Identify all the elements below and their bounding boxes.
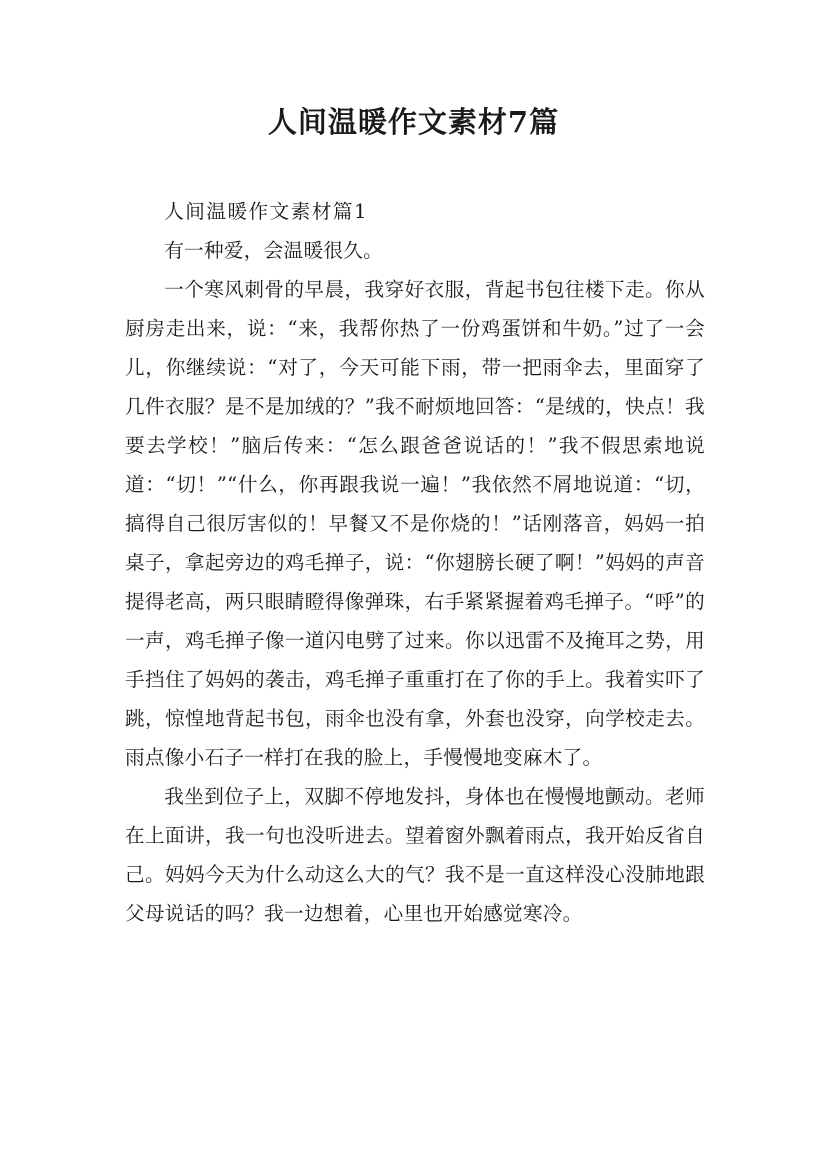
paragraph: 有一种爱，会温暖很久。 [164, 239, 384, 262]
document-title: 人间温暖作文素材7篇 [267, 105, 560, 139]
document-body [125, 192, 705, 933]
paragraph: 一个寒风刺骨的早晨，我穿好衣服，背起书包往楼下走。你从厨房走出来，说：“来，我帮你热了一份鸡蛋饼和牛奶。”过了一会儿，你继续说：“对了，今天可能下雨，带一把雨伞去，里面穿了几件衣服？是不是加绒的？”我不耐烦地回答：“是绒的，快点！我要去学校！”脑后传来：“怎么跟爸爸说话的！”我不假思索地说道：“切！”“什么，你再跟我说一遍！”我依然不屑地说道：“切，搞得自己很厉害似的！早餐又不是你烧的！”话刚落音，妈妈一拍桌子，拿起旁边的鸡毛掸子，说：“你翅膀长硬了啊！”妈妈的声音提得老高，两只眼睛瞪得像弹珠，右手紧紧握着鸡毛掸子。“呼”的一声，鸡毛掸子像一道闪电劈了过来。你以迅雷不及掩耳之势，用手挡住了妈妈的袭击，鸡毛掸子重重打在了你的手上。我着实吓了跳，惊惶地背起书包，雨伞也没有拿，外套也没穿，向学校走去。雨点像小石子一样打在我的脸上，手慢慢地变麻木了。 [125, 278, 705, 769]
paragraph: 我坐到位子上，双脚不停地发抖，身体也在慢慢地颤动。老师在上面讲，我一句也没听进去。望着窗外飘着雨点，我开始反省自己。妈妈今天为什么动这么大的气？我不是一直这样没心没肺地跟父母说话的吗？我一边想着，心里也开始感觉寒冷。 [125, 785, 705, 925]
section-heading: 人间温暖作文素材篇1 [164, 200, 368, 223]
